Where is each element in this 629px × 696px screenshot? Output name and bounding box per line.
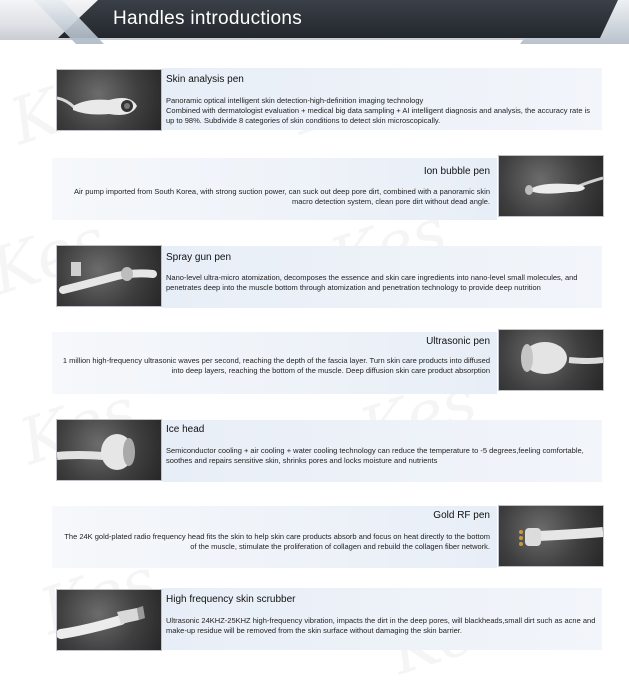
handle-row-ice-head — [0, 420, 629, 482]
handle-name: High frequency skin scrubber — [166, 594, 296, 605]
handle-description: 1 million high-frequency ultrasonic waves per second, reaching the depth of the fascia layer. Turn skin care products into diffused into deep layers, reaching the bottom of the muscle. Deep diffusion skin care product absorption — [62, 356, 490, 375]
handle-row-spray-gun-pen — [0, 246, 629, 308]
handle-description: Nano-level ultra-micro atomization, decomposes the essence and skin care ingredients into nano-level small molecules, and penetrates deep into the muscle bottom through atomization and penetration technology to provide deep nutrition — [166, 273, 578, 292]
section-header — [0, 0, 629, 48]
gold-rf-pen-photo — [499, 506, 603, 566]
handle-description: Panoramic optical intelligent skin detection-high-definition imaging technology Combined with dermatologist evaluation + medical big data sampling + AI intelligent diagnosis and analysis, the accuracy rate is up to 98%. Subdivide 8 categories of skin conditions to detect skin microscopically. — [166, 96, 590, 125]
handle-description: The 24K gold-plated radio frequency head fits the skin to help skin care products absorb and focus on heat directly to the bottom of the muscle, stimulate the proliferation of collagen and rebuild the collagen fiber network. — [64, 532, 490, 551]
handle-description: Ultrasonic 24KHZ-25KHZ high-frequency vibration, impacts the dirt in the deep pores, will blackheads,small dirt such as acne and make-up residue will be removed from the skin surface without damaging the skin barrier. — [166, 616, 596, 635]
handle-row-gold-rf-pen — [0, 506, 629, 568]
handle-name: Spray gun pen — [166, 252, 232, 263]
ice-head-photo — [57, 420, 161, 480]
handle-row-skin-analysis-pen — [0, 68, 629, 130]
handle-description: Air pump imported from South Korea, with strong suction power, can suck out deep pore dirt, combined with a panoramic skin macro detection system, clean pore dirt without dead angle. — [73, 187, 490, 206]
skin-scrubber-photo — [57, 590, 161, 650]
handle-name: Gold RF pen — [433, 510, 490, 521]
spray-gun-pen-photo — [57, 246, 161, 306]
handle-row-ultrasonic-pen — [0, 332, 629, 394]
handle-name: Ice head — [166, 424, 205, 435]
ion-bubble-pen-photo — [499, 156, 603, 216]
handle-name: Ultrasonic pen — [426, 336, 490, 347]
handle-row-skin-scrubber — [0, 588, 629, 650]
ultrasonic-pen-photo — [499, 330, 603, 390]
handle-row-ion-bubble-pen — [0, 158, 629, 220]
handle-name: Ion bubble pen — [423, 166, 490, 177]
handle-name: Skin analysis pen — [166, 74, 244, 85]
skin-analysis-pen-photo — [57, 70, 161, 130]
handle-description: Semiconductor cooling + air cooling + water cooling technology can reduce the temperature to -5 degrees,feeling comfortable, soothes and repairs sensitive skin, shrinks pores and locks moisture and nutrients — [166, 446, 584, 465]
page-title: Handles introductions — [113, 8, 303, 29]
